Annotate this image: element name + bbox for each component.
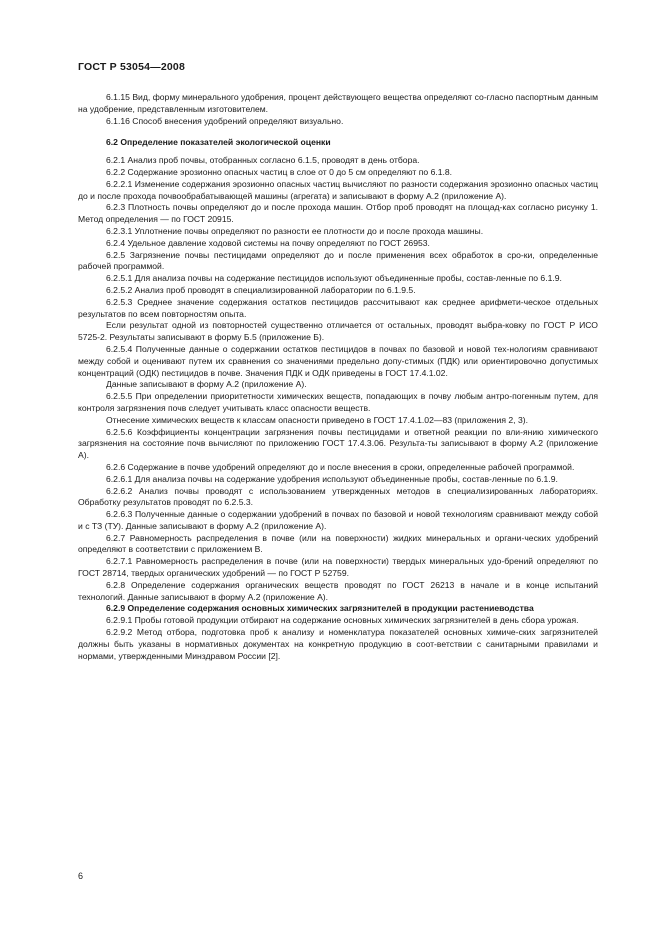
paragraph: 6.2.9.1 Пробы готовой продукции отбирают на содержание основных химических загрязнителей в день сбора урожая. [106,615,579,626]
paragraph: 6.2.8 Определение содержания органических веществ проводят по ГОСТ 26213 в начале и в конце испытаний технологий. Данные записывают в форму А.2 (приложение А). [78,579,598,602]
paragraph: 6.2.5.6 Коэффициенты концентрации загрязнения почвы пестицидами и ответной реакции по вли-янию химического загрязнения на состояние почв вычисляют по приложению ГОСТ 17.4.3.06. Результа-ты записывают в форму А.2 (приложение А). [78,426,598,461]
paragraph: 6.1.16 Способ внесения удобрений определяют визуально. [106,115,344,126]
paragraph: Данные записывают в форму А.2 (приложение А). [106,379,307,390]
paragraph: 6.2.6.1 Для анализа почвы на содержание удобрения используют объединенные пробы, состав-ленные по 6.1.9. [106,473,558,484]
paragraph: 6.2.7 Равномерность распределения в почве (или на поверхности) жидких минеральных и органи-ческих удобрений определяют в соответствии с приложением В. [78,532,598,555]
paragraph: 6.2.5.4 Полученные данные о содержании остатков пестицидов в почвах по базовой и новой тех-нологиям сравнивают между собой и оценивают путем их сравнения со значениями предельно допу-стимых (ПДК) или ориентировочно допустимых концентраций (ОДК) пестицидов в почве. Значения ПДК и ОДК приведены в ГОСТ 17.4.1.02. [78,343,598,378]
page-number: 6 [78,871,84,881]
paragraph: 6.2.2 Содержание эрозионно опасных частиц в слое от 0 до 5 см определяют по 6.1.8. [106,166,453,177]
subsection-heading: 6.2.9 Определение содержания основных химических загрязнителей в продукции растениеводства [106,603,534,614]
paragraph: 6.2.4 Удельное давление ходовой системы на почву определяют по ГОСТ 26953. [106,237,430,248]
paragraph: 6.2.2.1 Изменение содержания эрозионно опасных частиц вычисляют по разности содержания эрозионно опасных частиц до и после прохода почвообрабатывающей машины (агрегата) и записывают в форму А.2 (приложение А). [78,178,598,201]
paragraph: 6.2.7.1 Равномерность распределения в почве (или на поверхности) твердых минеральных удо-брений определяют по ГОСТ 28714, твердых органических удобрений — по ГОСТ Р 52759. [78,556,598,579]
paragraph: 6.2.5.2 Анализ проб проводят в специализированной лаборатории по 6.1.9.5. [106,284,416,295]
paragraph: 6.2.5.1 Для анализа почвы на содержание пестицидов используют объединенные пробы, состав-ленные по 6.1.9. [106,273,562,284]
paragraph: 6.1.15 Вид, форму минерального удобрения, процент действующего вещества определяют со-гласно паспортным данным на удобрение, представленным изготовителем. [78,92,598,114]
paragraph: 6.2.9.2 Метод отбора, подготовка проб к анализу и номенклатура показателей основных химиче-ских загрязнителей должны быть указаны в нормативных документах на конкретную продукцию в соот-ветствии с санитарными правилами и нормами, утвержденными Минздравом России [2]. [78,627,598,661]
paragraph: 6.2.5.3 Среднее значение содержания остатков пестицидов рассчитывают как среднее арифмети-ческое отдельных результатов по всем повторностям опыта. [78,296,598,319]
paragraph: 6.2.6.3 Полученные данные о содержании удобрений в почвах по базовой и новой технологиям сравнивают между собой и с ТЗ (ТУ). Данные записывают в форму А.2 (приложение А). [78,509,598,531]
document-header: ГОСТ Р 53054—2008 [78,61,186,73]
paragraph: 6.2.6.2 Анализ почвы проводят с использованием утвержденных методов в специализированных лабораториях. Обработку результатов проводят по 6.2.5.3. [78,485,598,508]
document-body [78,92,598,662]
section-heading: 6.2 Определение показателей экологической оценки [106,137,331,148]
paragraph: Отнесение химических веществ к классам опасности приведено в ГОСТ 17.4.1.02—83 (приложения 2, 3). [106,414,528,425]
paragraph: 6.2.5.5 При определении приоритетности химических веществ, попадающих в почву любым антро-погенным путем, для контроля загрязнения почв следует учитывать класс опасности веществ. [78,391,598,413]
paragraph: 6.2.3 Плотность почвы определяют до и после прохода машин. Отбор проб проводят на площад-ках согласно рисунку 1. Метод определения — по ГОСТ 20915. [78,202,598,225]
paragraph: Если результат одной из повторностей существенно отличается от остальных, проводят выбра-ковку по ГОСТ Р ИСО 5725-2. Результаты записывают в форму Б.5 (приложение Б). [78,320,598,343]
paragraph: 6.2.1 Анализ проб почвы, отобранных согласно 6.1.5, проводят в день отбора. [106,155,420,166]
paragraph: 6.2.6 Содержание в почве удобрений определяют до и после внесения в сроки, определенные рабочей программой. [106,461,575,472]
paragraph: 6.2.5 Загрязнение почвы пестицидами определяют до и после применения всех обработок в сро-ки, определенные рабочей программой. [78,249,598,272]
paragraph: 6.2.3.1 Уплотнение почвы определяют по разности ее плотности до и после прохода машины. [106,225,484,236]
